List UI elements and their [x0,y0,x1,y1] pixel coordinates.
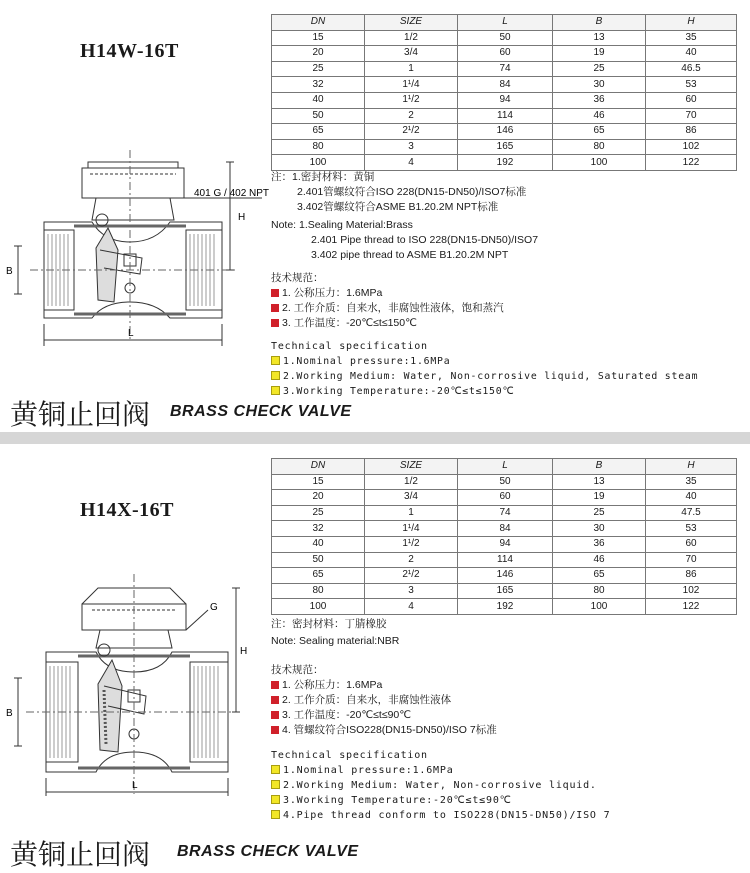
table-cell: 60 [646,536,737,552]
table-cell: 65 [553,124,646,140]
table-row [272,77,737,93]
dim-g-label: G [210,602,218,613]
col-size: SIZE [365,459,458,475]
panel-divider [0,432,750,444]
note-cn-2: 2.401管螺纹符合ISO 228(DN15-DN50)/ISO7标准 [297,186,527,198]
table-cell: 1/2 [365,30,458,46]
red-bullet-icon [271,319,279,327]
yellow-bullet-icon [271,795,280,804]
table-cell: 70 [646,108,737,124]
table-cell: 3/4 [365,490,458,506]
col-b: B [553,15,646,31]
product-title-cn: 黄铜止回阀 [10,398,151,431]
table-cell: 102 [646,139,737,155]
spec-en-3: 3.Working Temperature:-20℃≤t≤150℃ [283,386,515,397]
table-cell: 80 [553,139,646,155]
spec-cn-title: 技术规范： [271,664,324,676]
table-cell: 122 [646,155,737,171]
red-bullet-icon [271,711,279,719]
table-cell: 114 [458,552,553,568]
col-l: L [458,459,553,475]
table-cell: 65 [553,568,646,584]
table-header-row [272,459,737,475]
spec-en-3: 3.Working Temperature:-20℃≤t≤90℃ [283,795,512,806]
spec-en-2: 2.Working Medium: Water, Non-corrosive liquid. [283,780,597,791]
yellow-bullet-icon [271,780,280,789]
table-cell: 65 [272,568,365,584]
dim-b-label: B [6,266,13,277]
table-cell: 46.5 [646,61,737,77]
table-row [272,490,737,506]
table-cell: 50 [272,108,365,124]
table-cell: 50 [458,30,553,46]
table-cell: 20 [272,490,365,506]
col-h: H [646,459,737,475]
table-cell: 100 [272,599,365,615]
spec-en-title: Technical specification [271,750,428,761]
table-cell: 1/2 [365,474,458,490]
product-title-en: BRASS CHECK VALVE [177,843,359,860]
table-cell: 40 [646,490,737,506]
table-row [272,474,737,490]
red-bullet-icon [271,304,279,312]
col-dn: DN [272,15,365,31]
table-cell: 2 [365,108,458,124]
bottom-table-body [272,474,737,614]
spec-en-1: 1.Nominal pressure:1.6MPa [283,356,451,367]
table-cell: 1¹/4 [365,77,458,93]
yellow-bullet-icon [271,765,280,774]
table-cell: 40 [646,46,737,62]
table-cell: 25 [553,61,646,77]
table-row [272,505,737,521]
table-cell: 122 [646,599,737,615]
table-row [272,521,737,537]
table-cell: 32 [272,521,365,537]
red-bullet-icon [271,681,279,689]
table-cell: 146 [458,568,553,584]
table-cell: 1¹/2 [365,92,458,108]
table-row [272,155,737,171]
table-cell: 4 [365,155,458,171]
table-cell: 80 [272,139,365,155]
valve-drawing-h14x [0,574,270,804]
top-table-body [272,30,737,170]
table-cell: 53 [646,521,737,537]
notes-block [271,617,610,823]
table-cell: 94 [458,536,553,552]
spec-cn-2: 2. 工作介质：自来水，非腐蚀性液体 [282,694,452,706]
table-cell: 30 [553,77,646,93]
table-row [272,30,737,46]
table-cell: 36 [553,536,646,552]
table-cell: 3/4 [365,46,458,62]
table-row [272,139,737,155]
table-row [272,61,737,77]
table-cell: 53 [646,77,737,93]
table-cell: 4 [365,599,458,615]
note-en-2: 2.401 Pipe thread to ISO 228(DN15-DN50)/ISO7 [311,234,539,246]
valve-drawing-h14w [0,150,270,350]
product-title-en: BRASS CHECK VALVE [170,403,352,420]
table-cell: 165 [458,139,553,155]
table-cell: 15 [272,30,365,46]
model-title: H14W-16T [80,40,179,62]
table-cell: 46 [553,108,646,124]
table-cell: 192 [458,599,553,615]
table-cell: 25 [272,61,365,77]
table-cell: 86 [646,124,737,140]
spec-cn-2: 2. 工作介质：自来水，非腐蚀性液体，饱和蒸汽 [282,302,504,314]
table-cell: 15 [272,474,365,490]
table-cell: 2¹/2 [365,568,458,584]
table-cell: 25 [272,505,365,521]
table-cell: 146 [458,124,553,140]
table-row [272,108,737,124]
thread-label: 401 G / 402 NPT [194,188,270,199]
table-cell: 74 [458,505,553,521]
table-cell: 1 [365,61,458,77]
dimension-table [271,458,737,615]
table-cell: 2¹/2 [365,124,458,140]
table-cell: 3 [365,139,458,155]
spec-cn-1: 1. 公称压力：1.6MPa [282,679,383,691]
table-cell: 50 [458,474,553,490]
table-row [272,92,737,108]
panel-h14w [0,0,750,432]
table-row [272,536,737,552]
dim-h-label: H [240,646,248,657]
spec-en-1: 1.Nominal pressure:1.6MPa [283,765,454,776]
table-cell: 13 [553,474,646,490]
table-cell: 1 [365,505,458,521]
note-cn: 注：密封材料：丁腈橡胶 [271,618,387,630]
dim-l-label: L [128,328,134,339]
notes-block [271,170,698,399]
table-cell: 35 [646,30,737,46]
col-dn: DN [272,459,365,475]
table-cell: 100 [553,599,646,615]
table-cell: 3 [365,583,458,599]
spec-cn-4: 4. 管螺纹符合ISO228(DN15-DN50)/ISO 7标准 [282,724,497,736]
table-cell: 20 [272,46,365,62]
spec-en-2: 2.Working Medium: Water, Non-corrosive liquid, Saturated steam [283,371,699,382]
table-cell: 80 [553,583,646,599]
red-bullet-icon [271,696,279,704]
dim-b-label: B [6,708,13,719]
col-b: B [553,459,646,475]
table-cell: 165 [458,583,553,599]
note-en-1: Note: 1.Sealing Material:Brass [271,219,413,231]
spec-cn-3: 3. 工作温度：-20℃≤t≤90℃ [282,709,412,721]
table-cell: 36 [553,92,646,108]
table-cell: 1¹/4 [365,521,458,537]
note-en-3: 3.402 pipe thread to ASME B1.20.2M NPT [311,249,509,261]
table-cell: 100 [272,155,365,171]
table-cell: 40 [272,92,365,108]
red-bullet-icon [271,289,279,297]
table-cell: 25 [553,505,646,521]
panel-h14x [0,444,750,873]
yellow-bullet-icon [271,386,280,395]
note-cn-1: 注：1.密封材料：黄铜 [271,171,375,183]
spec-en-title: Technical specification [271,341,428,352]
table-cell: 60 [458,490,553,506]
table-cell: 70 [646,552,737,568]
table-cell: 60 [646,92,737,108]
dim-h-label: H [238,212,246,223]
col-l: L [458,15,553,31]
table-row [272,599,737,615]
yellow-bullet-icon [271,356,280,365]
table-cell: 100 [553,155,646,171]
table-cell: 192 [458,155,553,171]
table-cell: 32 [272,77,365,93]
table-cell: 40 [272,536,365,552]
table-cell: 102 [646,583,737,599]
table-cell: 60 [458,46,553,62]
table-cell: 84 [458,77,553,93]
table-row [272,583,737,599]
table-cell: 86 [646,568,737,584]
yellow-bullet-icon [271,810,280,819]
table-header-row [272,15,737,31]
table-cell: 30 [553,521,646,537]
note-en: Note: Sealing material:NBR [271,635,400,647]
table-cell: 114 [458,108,553,124]
table-cell: 2 [365,552,458,568]
note-cn-3: 3.402管螺纹符合ASME B1.20.2M NPT标准 [297,201,499,213]
table-cell: 80 [272,583,365,599]
spec-cn-1: 1. 公称压力：1.6MPa [282,287,383,299]
table-cell: 46 [553,552,646,568]
yellow-bullet-icon [271,371,280,380]
spec-en-4: 4.Pipe thread conform to ISO228(DN15-DN50)/ISO 7 [283,810,611,821]
table-cell: 1¹/2 [365,536,458,552]
table-row [272,124,737,140]
dimension-table [271,14,737,171]
table-cell: 50 [272,552,365,568]
table-cell: 13 [553,30,646,46]
table-cell: 84 [458,521,553,537]
model-title: H14X-16T [80,499,174,521]
spec-cn-title: 技术规范： [271,272,324,284]
table-cell: 19 [553,46,646,62]
table-cell: 35 [646,474,737,490]
col-size: SIZE [365,15,458,31]
table-cell: 47.5 [646,505,737,521]
spec-cn-3: 3. 工作温度：-20℃≤t≤150℃ [282,317,417,329]
product-title-cn: 黄铜止回阀 [10,838,151,871]
dim-l-label: L [132,780,138,791]
table-cell: 19 [553,490,646,506]
table-row [272,568,737,584]
col-h: H [646,15,737,31]
table-row [272,552,737,568]
red-bullet-icon [271,726,279,734]
table-row [272,46,737,62]
table-cell: 74 [458,61,553,77]
table-cell: 94 [458,92,553,108]
table-cell: 65 [272,124,365,140]
